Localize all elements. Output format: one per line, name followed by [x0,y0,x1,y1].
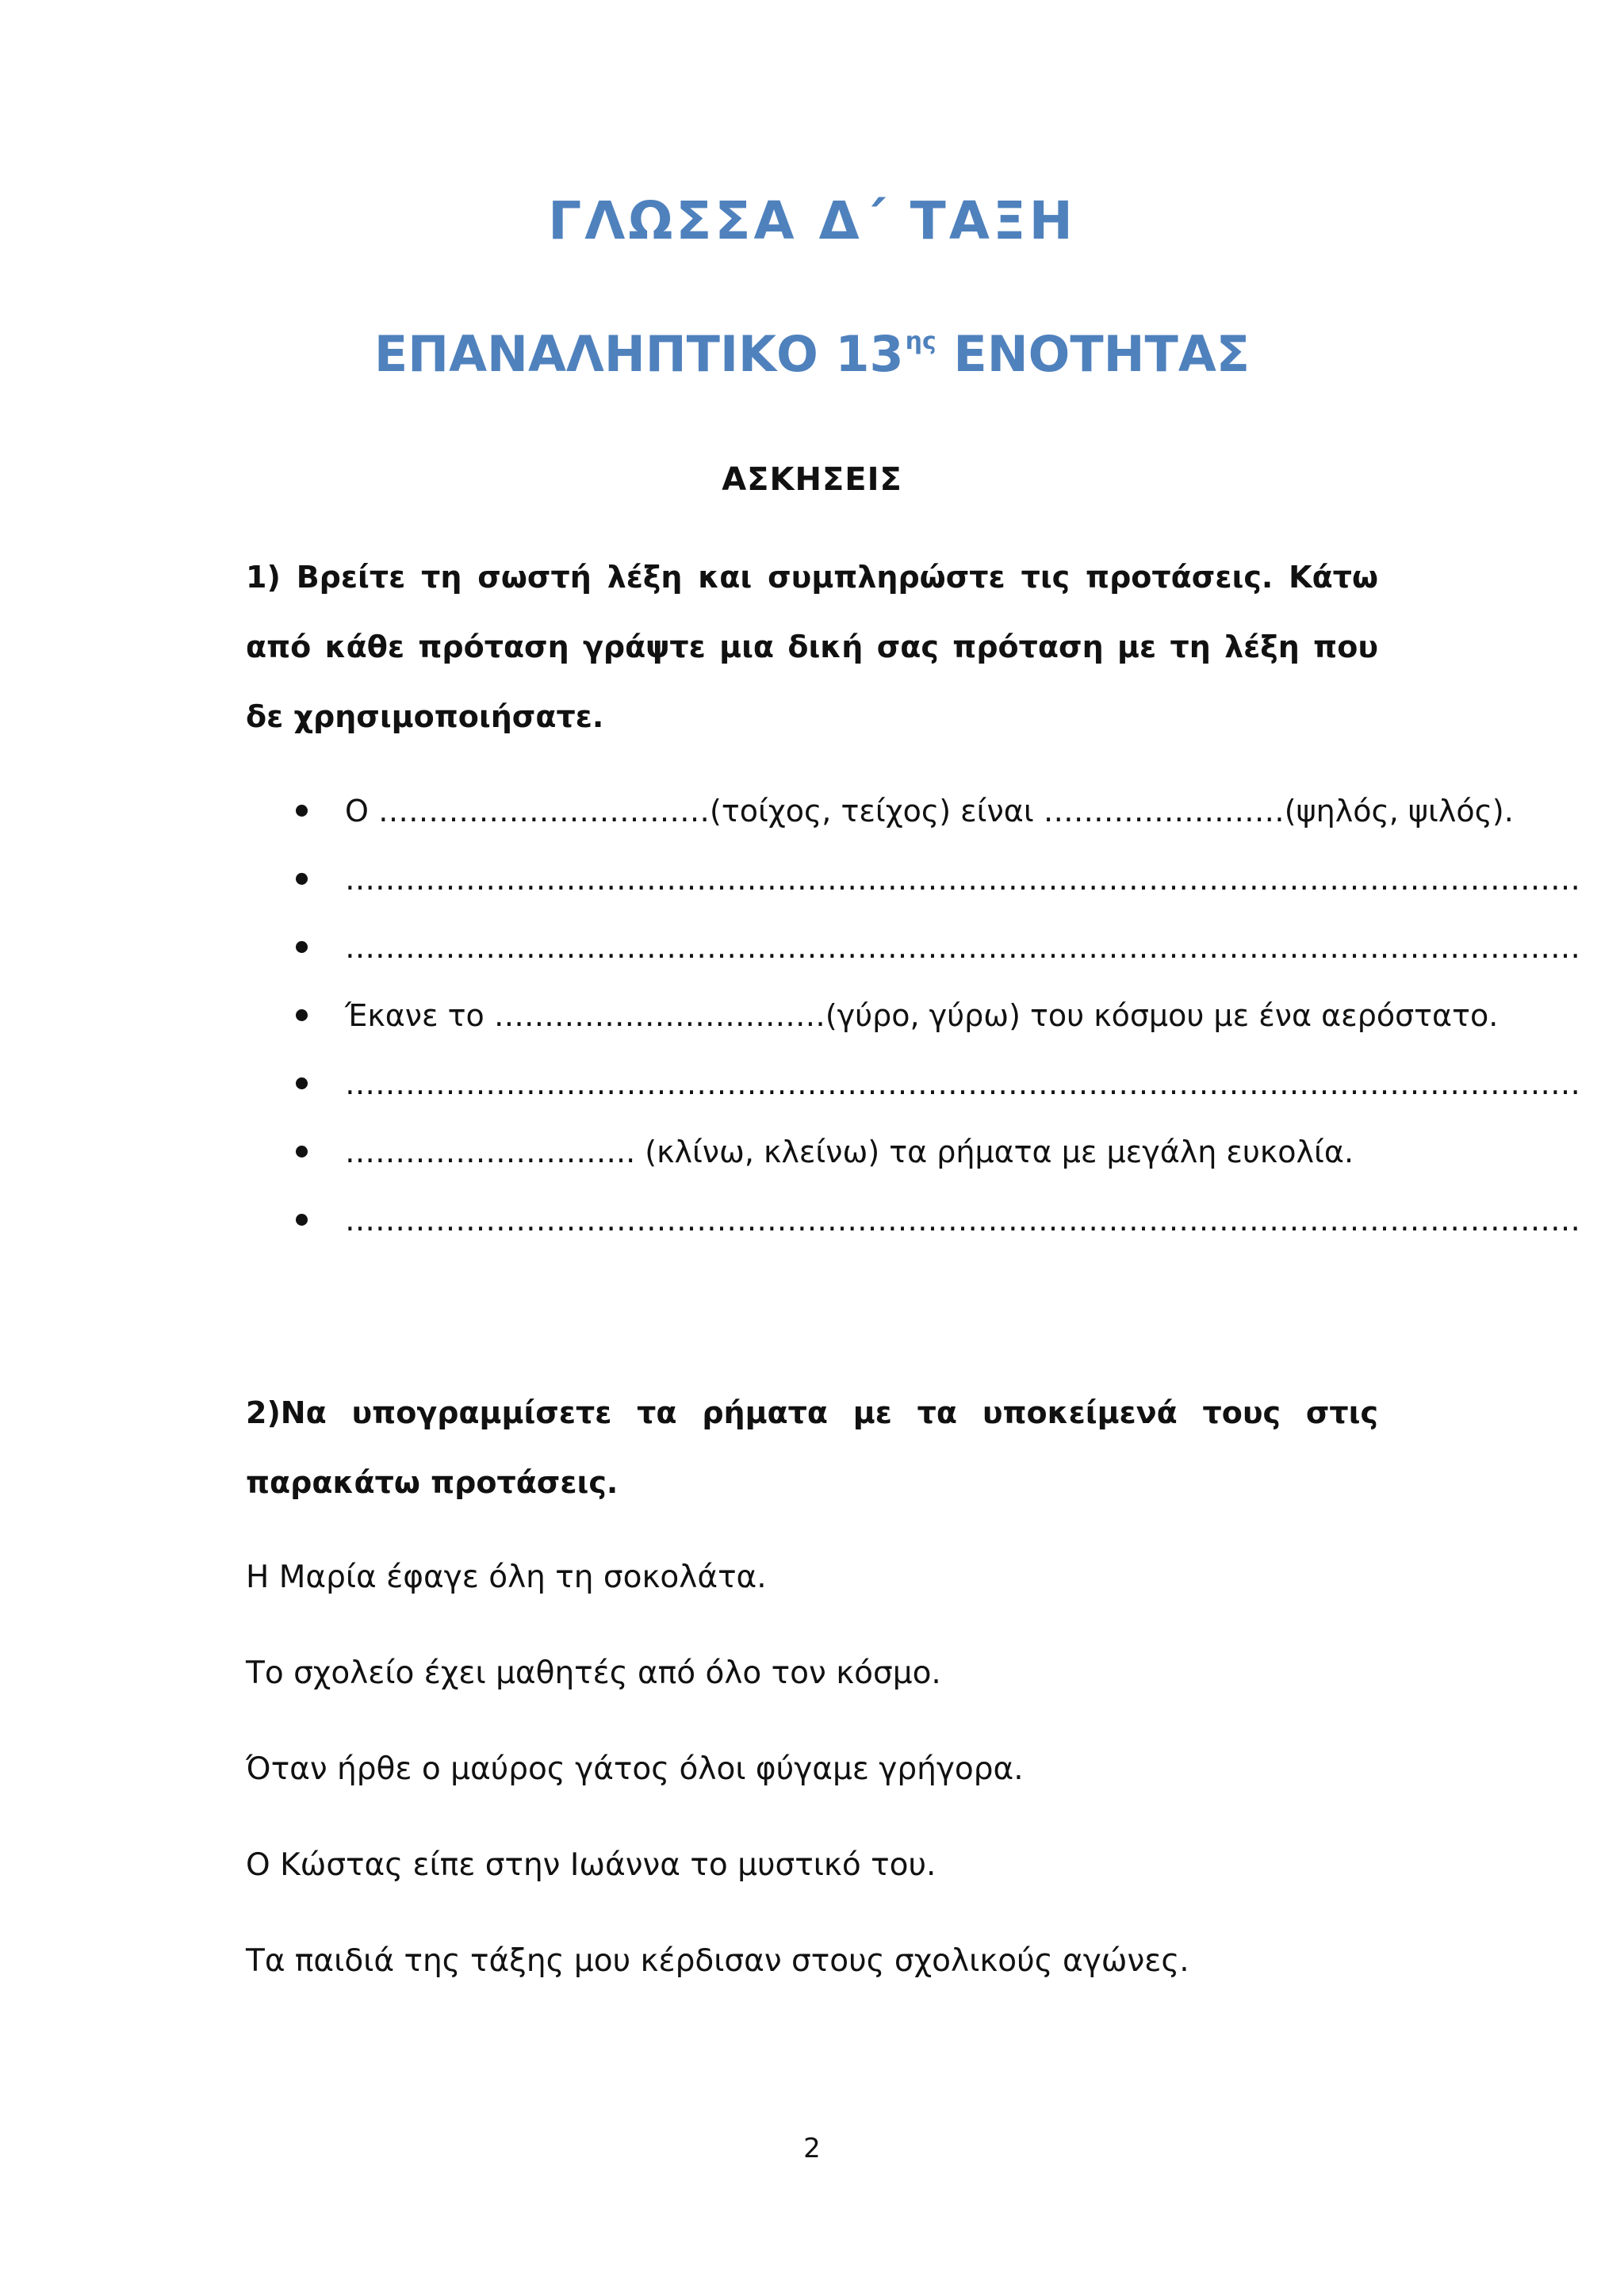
bullet-icon [296,805,308,817]
list-item [246,845,1580,913]
subtitle-superscript: ης [905,327,936,355]
list-item-text: ……………………….. (κλίνω, κλείνω) τα ρήματα με μεγάλη ευκολία. [345,1135,1354,1169]
sentence-item: Η Μαρία έφαγε όλη τη σοκολάτα. [246,1559,767,1595]
list-item-text: …………………………………………………………………………………………………………… [345,1203,1580,1238]
exercise-1-list [246,777,1580,1254]
exercise-2-sentences [246,1546,1378,2026]
list-item-text: …………………………………………………………………………………………………………… [345,930,1580,965]
list-item [246,777,1514,845]
sentence-item: Το σχολείο έχει μαθητές από όλο τον κόσμο. [246,1655,941,1691]
list-item [246,1050,1580,1118]
list-item-text: …………………………………………………………………………………………………………… [345,1066,1580,1101]
bullet-icon [296,873,308,885]
subtitle-suffix: ΕΝΟΤΗΤΑΣ [936,325,1251,383]
exercise-2-instruction: 2)Να υπογραμμίσετε τα ρήματα με τα υποκείμενά τους στις παρακάτω προτάσεις. [246,1395,1378,1500]
list-item [246,982,1499,1050]
list-item-text: …………………………………………………………………………………………………………… [345,862,1580,897]
sentence-item: Ο Κώστας είπε στην Ιωάννα το μυστικό του. [246,1847,936,1883]
page-number: 2 [803,2133,821,2164]
sentence-item: Όταν ήρθε ο μαύρος γάτος όλοι φύγαμε γρήγορα. [246,1751,1024,1787]
list-item [246,1186,1580,1254]
list-item [246,1118,1378,1186]
bullet-icon [296,1146,308,1158]
list-item-text: Έκανε το ……………………………(γύρο, γύρω) του κόσμου με ένα αερόστατο. [345,998,1499,1033]
document-subtitle [0,325,1624,383]
exercise-1-instruction: 1) Βρείτε τη σωστή λέξη και συμπληρώστε τις προτάσεις. Κάτω από κάθε πρόταση γράψτε μια δική σας πρόταση με τη λέξη που δε χρησιμοποιήσατε. [246,560,1378,734]
bullet-icon [296,1009,308,1021]
list-item [246,913,1580,982]
document-title: ΓΛΩΣΣΑ Δ΄ ΤΑΞΗ [548,190,1076,251]
sentence-item: Τα παιδιά της τάξης μου κέρδισαν στους σχολικούς αγώνες. [246,1943,1189,1979]
bullet-icon [296,1077,308,1089]
bullet-icon [296,1214,308,1226]
section-heading: ΑΣΚΗΣΕΙΣ [722,461,902,498]
list-item-text: Ο ……………………………(τοίχος, τείχος) είναι ……………………(ψηλός, ψιλός). [345,794,1514,828]
subtitle-prefix: ΕΠΑΝΑΛΗΠΤΙΚΟ 13 [373,325,904,383]
bullet-icon [296,941,308,953]
